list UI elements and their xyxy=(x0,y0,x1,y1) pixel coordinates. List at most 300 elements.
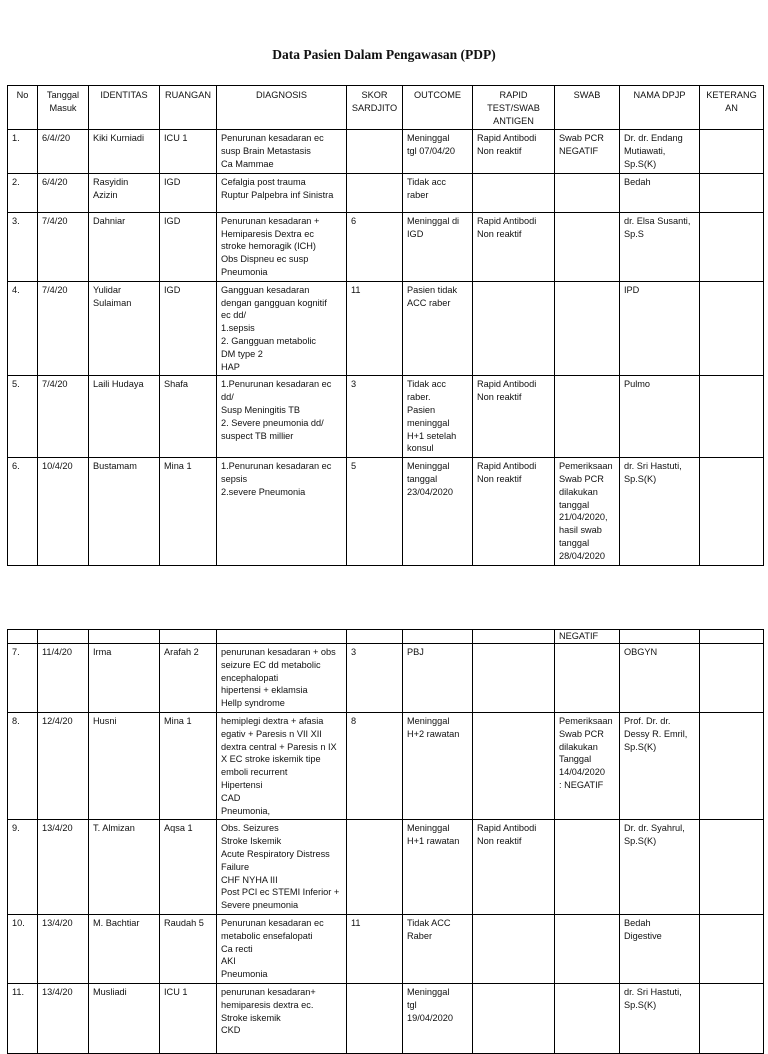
row-dpjp xyxy=(620,914,700,983)
row-dpjp-line: Sp.S(K) xyxy=(624,836,657,847)
row-identitas xyxy=(89,983,160,1053)
row-rapid xyxy=(473,458,555,566)
row-outcome xyxy=(403,212,473,281)
row-outcome-line: Tidak acc xyxy=(407,379,446,390)
row-diagnosis xyxy=(217,212,347,281)
row-diagnosis-line: Hipertensi xyxy=(221,779,263,790)
row-tanggal xyxy=(38,212,89,281)
row-no xyxy=(8,212,38,281)
row-diagnosis-line: susp Brain Metastasis xyxy=(221,146,311,157)
row-dpjp-line: Digestive xyxy=(624,930,662,941)
row-tanggal-value: 6/4//20 xyxy=(42,133,71,144)
row-skor-value: 3 xyxy=(351,647,357,657)
row-outcome xyxy=(403,281,473,376)
row-dpjp xyxy=(620,173,700,212)
row-diagnosis-line: stroke hemoragik (ICH) xyxy=(221,241,316,252)
row-diagnosis-line: Obs. Seizures xyxy=(221,823,279,834)
header-swab: SWAB xyxy=(555,86,620,130)
page-title: Data Pasien Dalam Pengawasan (PDP) xyxy=(272,47,496,62)
row-diagnosis-line: dengan gangguan kognitif xyxy=(221,297,327,308)
row-no-value: 1. xyxy=(12,133,20,144)
row-rapid-line: Rapid Antibodi xyxy=(477,133,537,144)
row-diagnosis-line: dd/ xyxy=(221,392,234,403)
row-dpjp-line: Pulmo xyxy=(624,379,651,390)
row-tanggal xyxy=(38,712,89,819)
row-swab xyxy=(555,820,620,915)
row-diagnosis-line: AKI xyxy=(221,956,236,967)
row-no-value: 6. xyxy=(12,461,20,472)
row-swab-line: Pemeriksaan xyxy=(559,715,613,726)
row-dpjp-line: Sp.S(K) xyxy=(624,473,657,484)
row-diagnosis-line: penurunan kesadaran + obs xyxy=(221,647,336,657)
pdp-table-page-2 xyxy=(7,629,764,1054)
row-diagnosis-line: 2. Severe pneumonia dd/ xyxy=(221,417,324,428)
row-dpjp-line: Sp.S(K) xyxy=(624,741,657,752)
row-no-value: 11. xyxy=(12,986,25,997)
row-ruangan xyxy=(160,281,217,376)
row-dpjp xyxy=(620,281,700,376)
row-outcome-line: 23/04/2020 xyxy=(407,486,453,497)
row-tanggal xyxy=(38,376,89,458)
row-rapid-line: Rapid Antibodi xyxy=(477,215,537,226)
row-diagnosis-line: Cefalgia post trauma xyxy=(221,176,306,187)
row-outcome-line: ACC raber xyxy=(407,297,451,308)
table-header-row xyxy=(8,86,764,130)
row-skor-value: 8 xyxy=(351,715,357,726)
header-outcome: OUTCOME xyxy=(403,86,473,130)
row-diagnosis-line: Susp Meningitis TB xyxy=(221,404,300,415)
row-ruangan xyxy=(160,458,217,566)
row-tanggal-value: 12/4/20 xyxy=(42,715,73,726)
row-dpjp-line: Sp.S xyxy=(624,228,644,239)
row-swab-line: 14/04/2020 xyxy=(559,767,605,778)
row-diagnosis-line: seizure EC dd metabolic xyxy=(221,659,321,670)
row-dpjp-line: IPD xyxy=(624,284,640,295)
row-diagnosis-line: ec dd/ xyxy=(221,310,247,321)
row-outcome-line: Meninggal xyxy=(407,461,450,472)
pdp-table-page-1 xyxy=(7,85,764,566)
row-rapid-line: Rapid Antibodi xyxy=(477,379,537,390)
row-dpjp xyxy=(620,712,700,819)
row-swab xyxy=(555,130,620,173)
row-diagnosis-line: penurunan kesadaran+ xyxy=(221,986,316,997)
row-tanggal xyxy=(38,130,89,173)
row-diagnosis-line: Ca Mammae xyxy=(221,158,274,169)
row-identitas xyxy=(89,281,160,376)
row-tanggal xyxy=(38,173,89,212)
row-ruangan xyxy=(160,376,217,458)
row-identitas-line: Husni xyxy=(93,715,117,726)
row-diagnosis-line: sepsis xyxy=(221,473,248,484)
header-diagnosis: DIAGNOSIS xyxy=(217,86,347,130)
row-identitas xyxy=(89,130,160,173)
row-tanggal-value: 7/4/20 xyxy=(42,215,68,226)
row-swab-line: NEGATIF xyxy=(559,146,599,157)
row-outcome xyxy=(403,644,473,713)
row-swab-line: tanggal xyxy=(559,537,590,548)
row-rapid xyxy=(473,376,555,458)
row-skor xyxy=(347,820,403,915)
table-row xyxy=(8,173,764,212)
row-diagnosis-line: Penurunan kesadaran ec xyxy=(221,917,324,928)
row-outcome-line: H+1 setelah xyxy=(407,430,457,441)
row-identitas xyxy=(89,173,160,212)
row-tanggal xyxy=(38,644,89,713)
row-no-value: 5. xyxy=(12,379,20,390)
row-ruangan xyxy=(160,914,217,983)
row-outcome-line: Meninggal xyxy=(407,133,450,144)
row-keterangan xyxy=(700,281,764,376)
row-diagnosis-line: Ruptur Palpebra inf Sinistra xyxy=(221,189,334,200)
row-skor xyxy=(347,130,403,173)
row-ruangan-value: ICU 1 xyxy=(164,986,188,997)
row-identitas-line: Rasyidin xyxy=(93,176,129,187)
row-skor-value: 5 xyxy=(351,461,357,472)
row-tanggal xyxy=(38,820,89,915)
row-diagnosis-line: egativ + Paresis n VII XII xyxy=(221,728,322,739)
row-dpjp-line: Bedah xyxy=(624,917,651,928)
row-dpjp xyxy=(620,130,700,173)
row-keterangan xyxy=(700,376,764,458)
row-diagnosis-line: metabolic ensefalopati xyxy=(221,930,313,941)
row-outcome-line: Meninggal di xyxy=(407,215,460,226)
row-swab xyxy=(555,212,620,281)
row-diagnosis-line: encephalopati xyxy=(221,672,279,683)
row-keterangan xyxy=(700,458,764,566)
carry-over-swab: NEGATIF xyxy=(555,630,620,644)
row-identitas xyxy=(89,820,160,915)
row-skor xyxy=(347,983,403,1053)
row-rapid xyxy=(473,130,555,173)
row-diagnosis-line: 1.Penurunan kesadaran ec xyxy=(221,461,332,472)
row-no xyxy=(8,173,38,212)
row-keterangan xyxy=(700,712,764,819)
row-no-value: 4. xyxy=(12,284,20,295)
header-rapid: RAPID TEST/SWAB ANTIGEN xyxy=(473,86,555,130)
table-row xyxy=(8,281,764,376)
row-swab xyxy=(555,458,620,566)
row-ruangan-value: Arafah 2 xyxy=(164,647,199,657)
row-identitas-line: Azizin xyxy=(93,189,118,200)
row-swab xyxy=(555,644,620,713)
row-swab-line: Pemeriksaan xyxy=(559,461,613,472)
row-rapid-line: Non reaktif xyxy=(477,392,522,403)
row-tanggal-value: 13/4/20 xyxy=(42,823,73,834)
row-tanggal xyxy=(38,458,89,566)
row-diagnosis-line: Pneumonia xyxy=(221,969,268,980)
row-ruangan-value: Shafa xyxy=(164,379,189,390)
row-no xyxy=(8,130,38,173)
row-diagnosis xyxy=(217,914,347,983)
row-tanggal xyxy=(38,983,89,1053)
row-swab-line: 21/04/2020, xyxy=(559,512,608,523)
row-outcome-line: Pasien tidak xyxy=(407,284,458,295)
row-ruangan-value: IGD xyxy=(164,284,181,295)
row-ruangan xyxy=(160,173,217,212)
row-skor xyxy=(347,212,403,281)
row-identitas xyxy=(89,644,160,713)
table-row xyxy=(8,130,764,173)
row-outcome xyxy=(403,820,473,915)
row-identitas xyxy=(89,458,160,566)
row-outcome-line: raber xyxy=(407,189,429,200)
row-ruangan-value: Mina 1 xyxy=(164,461,192,472)
row-dpjp xyxy=(620,458,700,566)
row-diagnosis-line: Stroke Iskemik xyxy=(221,836,282,847)
row-outcome-line: 19/04/2020 xyxy=(407,1012,453,1023)
row-ruangan xyxy=(160,820,217,915)
row-outcome xyxy=(403,130,473,173)
row-identitas-line: M. Bachtiar xyxy=(93,917,140,928)
row-diagnosis-line: Pneumonia xyxy=(221,266,268,277)
row-skor-value: 6 xyxy=(351,215,357,226)
row-outcome-line: raber. xyxy=(407,392,431,403)
row-ruangan-value: Mina 1 xyxy=(164,715,192,726)
table-row xyxy=(8,644,764,713)
row-dpjp xyxy=(620,644,700,713)
row-tanggal xyxy=(38,281,89,376)
row-diagnosis xyxy=(217,281,347,376)
header-identitas: IDENTITAS xyxy=(89,86,160,130)
row-diagnosis-line: Penurunan kesadaran + xyxy=(221,215,320,226)
row-outcome-line: konsul xyxy=(407,443,434,454)
row-tanggal-value: 10/4/20 xyxy=(42,461,73,472)
row-no-value: 9. xyxy=(12,823,20,834)
row-outcome-line: tanggal xyxy=(407,473,438,484)
row-tanggal-value: 13/4/20 xyxy=(42,917,73,928)
row-diagnosis-line: suspect TB millier xyxy=(221,430,294,441)
header-tanggal: Tanggal Masuk xyxy=(38,86,89,130)
row-diagnosis-line: Acute Respiratory Distress xyxy=(221,848,330,859)
row-identitas xyxy=(89,212,160,281)
row-swab-line: Swab PCR xyxy=(559,133,604,144)
row-outcome-line: H+1 rawatan xyxy=(407,836,460,847)
row-dpjp-line: Bedah xyxy=(624,176,651,187)
row-diagnosis-line: 1.Penurunan kesadaran ec xyxy=(221,379,332,390)
row-swab xyxy=(555,281,620,376)
row-swab-line: Swab PCR xyxy=(559,728,604,739)
row-rapid xyxy=(473,212,555,281)
row-outcome xyxy=(403,983,473,1053)
row-diagnosis-line: Stroke iskemik xyxy=(221,1012,281,1023)
row-dpjp-line: OBGYN xyxy=(624,647,658,657)
row-diagnosis xyxy=(217,376,347,458)
table-row xyxy=(8,212,764,281)
row-no xyxy=(8,376,38,458)
row-diagnosis-line: hemiplegi dextra + afasia xyxy=(221,715,324,726)
row-skor xyxy=(347,644,403,713)
row-no xyxy=(8,983,38,1053)
row-skor xyxy=(347,914,403,983)
row-rapid xyxy=(473,820,555,915)
row-skor-value: 11 xyxy=(351,917,361,928)
carry-over-row xyxy=(8,630,764,644)
row-diagnosis-line: hipertensi + eklamsia xyxy=(221,685,308,696)
row-no-value: 2. xyxy=(12,176,20,187)
row-swab-line: dilakukan xyxy=(559,486,598,497)
row-swab-line: 28/04/2020 xyxy=(559,550,605,561)
row-swab xyxy=(555,173,620,212)
row-skor-value: 11 xyxy=(351,284,361,295)
row-no xyxy=(8,914,38,983)
row-skor xyxy=(347,173,403,212)
row-identitas-line: Bustamam xyxy=(93,461,137,472)
row-diagnosis-line: HAP xyxy=(221,361,240,372)
row-diagnosis-line: 2.severe Pneumonia xyxy=(221,486,306,497)
row-outcome-line: tgl 07/04/20 xyxy=(407,146,456,157)
row-keterangan xyxy=(700,644,764,713)
row-dpjp-line: dr. Sri Hastuti, xyxy=(624,461,682,472)
row-diagnosis-line: CKD xyxy=(221,1025,241,1036)
row-dpjp-line: Dessy R. Emril, xyxy=(624,728,688,739)
row-outcome xyxy=(403,173,473,212)
row-outcome-line: PBJ xyxy=(407,647,424,657)
row-swab-line: hasil swab xyxy=(559,525,602,536)
row-diagnosis-line: Ca recti xyxy=(221,943,253,954)
row-ruangan xyxy=(160,130,217,173)
row-outcome-line: Pasien xyxy=(407,404,436,415)
row-no-value: 10. xyxy=(12,917,25,928)
row-identitas-line: Laili Hudaya xyxy=(93,379,144,390)
row-keterangan xyxy=(700,820,764,915)
row-dpjp-line: Dr. dr. Syahrul, xyxy=(624,823,685,834)
row-ruangan xyxy=(160,712,217,819)
row-keterangan xyxy=(700,983,764,1053)
header-skor: SKOR SARDJITO xyxy=(347,86,403,130)
row-no xyxy=(8,712,38,819)
row-diagnosis-line: Obs Dispneu ec susp xyxy=(221,254,309,265)
row-skor xyxy=(347,281,403,376)
row-dpjp-line: dr. Sri Hastuti, xyxy=(624,986,682,997)
table-row xyxy=(8,376,764,458)
row-diagnosis-line: DM type 2 xyxy=(221,348,263,359)
row-outcome-line: H+2 rawatan xyxy=(407,728,460,739)
row-diagnosis-line: Hemiparesis Dextra ec xyxy=(221,228,314,239)
row-outcome-line: Tidak ACC xyxy=(407,917,451,928)
row-skor xyxy=(347,712,403,819)
header-no: No xyxy=(8,86,38,130)
row-ruangan xyxy=(160,983,217,1053)
header-ruangan: RUANGAN xyxy=(160,86,217,130)
row-identitas xyxy=(89,712,160,819)
row-dpjp-line: Dr. dr. Endang xyxy=(624,133,683,144)
header-dpjp: NAMA DPJP xyxy=(620,86,700,130)
row-outcome-line: tgl xyxy=(407,999,417,1010)
row-diagnosis xyxy=(217,712,347,819)
row-outcome-line: meninggal xyxy=(407,417,450,428)
row-no xyxy=(8,458,38,566)
row-diagnosis-line: Gangguan kesadaran xyxy=(221,284,310,295)
row-diagnosis-line: dextra central + Paresis n IX xyxy=(221,741,337,752)
row-swab-line: : NEGATIF xyxy=(559,779,604,790)
row-diagnosis-line: Severe pneumonia xyxy=(221,900,299,911)
row-diagnosis xyxy=(217,458,347,566)
table-row xyxy=(8,983,764,1053)
table-row xyxy=(8,458,764,566)
row-rapid xyxy=(473,983,555,1053)
row-ruangan-value: ICU 1 xyxy=(164,133,188,144)
row-skor xyxy=(347,458,403,566)
row-diagnosis xyxy=(217,173,347,212)
row-no xyxy=(8,281,38,376)
row-dpjp xyxy=(620,212,700,281)
row-dpjp-line: Sp.S(K) xyxy=(624,999,657,1010)
row-rapid-line: Non reaktif xyxy=(477,228,522,239)
row-identitas-line: Sulaiman xyxy=(93,297,132,308)
row-ruangan-value: IGD xyxy=(164,176,181,187)
row-swab-line: Swab PCR xyxy=(559,473,604,484)
row-tanggal-value: 11/4/20 xyxy=(42,647,72,657)
row-ruangan xyxy=(160,212,217,281)
row-diagnosis-line: Hellp syndrome xyxy=(221,698,285,709)
row-no-value: 8. xyxy=(12,715,20,726)
row-identitas-line: T. Almizan xyxy=(93,823,135,834)
row-rapid-line: Non reaktif xyxy=(477,146,522,157)
row-swab xyxy=(555,712,620,819)
row-dpjp xyxy=(620,376,700,458)
row-skor-value: 3 xyxy=(351,379,357,390)
row-outcome xyxy=(403,712,473,819)
row-tanggal-value: 7/4/20 xyxy=(42,284,68,295)
row-identitas xyxy=(89,376,160,458)
row-rapid-line: Rapid Antibodi xyxy=(477,823,537,834)
row-outcome xyxy=(403,376,473,458)
row-ruangan xyxy=(160,644,217,713)
row-ruangan-value: Aqsa 1 xyxy=(164,823,193,834)
row-swab-line: Tanggal xyxy=(559,754,592,765)
row-keterangan xyxy=(700,130,764,173)
row-rapid-line: Non reaktif xyxy=(477,836,522,847)
row-diagnosis-line: CAD xyxy=(221,792,241,803)
row-rapid xyxy=(473,281,555,376)
header-keterangan: KETERANG AN xyxy=(700,86,764,130)
row-identitas-line: Musliadi xyxy=(93,986,127,997)
row-outcome xyxy=(403,458,473,566)
row-tanggal-value: 6/4/20 xyxy=(42,176,68,187)
row-diagnosis xyxy=(217,820,347,915)
row-dpjp xyxy=(620,983,700,1053)
table-row xyxy=(8,712,764,819)
row-outcome-line: IGD xyxy=(407,228,424,239)
row-diagnosis xyxy=(217,983,347,1053)
row-swab-line: tanggal xyxy=(559,499,590,510)
row-diagnosis-line: 2. Gangguan metabolic xyxy=(221,335,317,346)
row-dpjp-line: dr. Elsa Susanti, xyxy=(624,215,691,226)
row-no xyxy=(8,820,38,915)
row-no-value: 7. xyxy=(12,647,20,657)
row-dpjp-line: Prof. Dr. dr. xyxy=(624,715,671,726)
row-diagnosis-line: hemiparesis dextra ec. xyxy=(221,999,314,1010)
row-keterangan xyxy=(700,212,764,281)
row-identitas-line: Kiki Kurniadi xyxy=(93,133,145,144)
row-dpjp-line: Mutiawati, xyxy=(624,146,666,157)
row-outcome xyxy=(403,914,473,983)
row-rapid xyxy=(473,712,555,819)
row-diagnosis-line: CHF NYHA III xyxy=(221,874,278,885)
table-row xyxy=(8,914,764,983)
row-dpjp-line: Sp.S(K) xyxy=(624,158,657,169)
row-swab xyxy=(555,983,620,1053)
row-skor xyxy=(347,376,403,458)
row-diagnosis-line: Pneumonia, xyxy=(221,805,271,816)
row-diagnosis-line: X EC stroke iskemik tipe xyxy=(221,754,321,765)
row-swab-line: dilakukan xyxy=(559,741,598,752)
row-identitas xyxy=(89,914,160,983)
row-swab xyxy=(555,376,620,458)
row-diagnosis-line: emboli recurrent xyxy=(221,767,288,778)
row-rapid xyxy=(473,914,555,983)
row-ruangan-value: Raudah 5 xyxy=(164,917,204,928)
